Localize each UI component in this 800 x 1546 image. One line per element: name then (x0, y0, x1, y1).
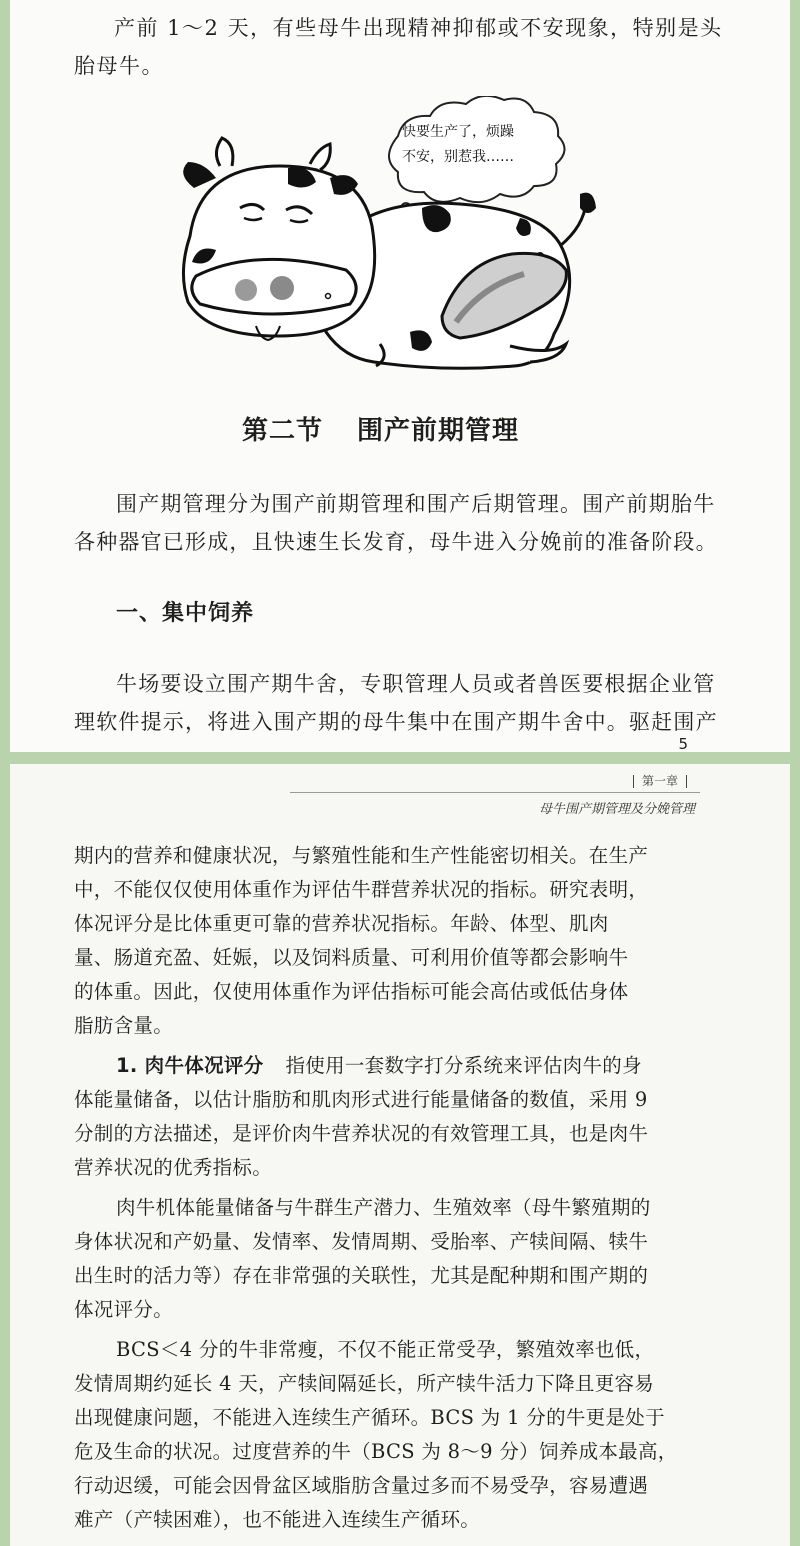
section-title (242, 410, 519, 447)
item1-line-3: 分制的方法描述，是评价肉牛营养状况的有效管理工具，也是肉牛 (74, 1122, 649, 1145)
running-head: 母牛围产期管理及分娩管理 (538, 802, 695, 817)
section-number: 第二节 (242, 416, 324, 446)
subsection-title: 一、集中饲养 (116, 601, 255, 626)
chapter-label: 第一章 (625, 772, 695, 789)
intro-line-2: 胎母牛。 (74, 54, 164, 78)
para-b-line-2: 身体状况和产奶量、发情率、发情周期、受胎率、产犊间隔、犊牛 (74, 1230, 649, 1253)
item1-label: 1. 肉牛体况评分 (116, 1054, 264, 1077)
para-a-line-5: 的体重。因此，仅使用体重作为评估指标可能会高估或低估身体 (74, 980, 629, 1003)
intro-line-1: 产前 1～2 天，有些母牛出现精神抑郁或不安现象，特别是头 (114, 16, 723, 40)
para-b-line-4: 体况评分。 (74, 1298, 174, 1321)
item1-line-2: 体能量储备，以估计脂肪和肌肉形式进行能量储备的数值，采用 9 (74, 1088, 648, 1111)
cow-illustration (160, 96, 620, 386)
para-a-line-1: 期内的营养和健康状况，与繁殖性能和生产性能密切相关。在生产 (74, 844, 649, 867)
para-b-line-3: 出生时的活力等）存在非常强的关联性，尤其是配种期和围产期的 (74, 1264, 649, 1287)
para1-line-1: 围产期管理分为围产前期管理和围产后期管理。围产前期胎牛 (116, 492, 716, 516)
section-name: 围产前期管理 (357, 416, 520, 446)
para-c-line-1: BCS＜4 分的牛非常瘦，不仅不能正常受孕，繁殖效率也低， (116, 1338, 655, 1361)
speech-line-2: 不安，别惹我…… (402, 149, 514, 165)
para2-line-1: 牛场要设立围产期牛舍，专职管理人员或者兽医要根据企业管 (116, 672, 716, 696)
book-page-top (10, 0, 790, 752)
para2-line-2: 理软件提示，将进入围产期的母牛集中在围产期牛舍中。驱赶围产 (74, 710, 718, 734)
para-b-line-1: 肉牛机体能量储备与牛群生产潜力、生殖效率（母牛繁殖期的 (116, 1196, 651, 1219)
para-c-line-6: 难产（产犊困难），也不能进入连续生产循环。 (74, 1508, 481, 1531)
header-rule (290, 792, 700, 793)
para-a-line-3: 体况评分是比体重更可靠的营养状况指标。年龄、体型、肌肉 (74, 912, 609, 935)
para-c-line-4: 危及生命的状况。过度营养的牛（BCS 为 8～9 分）饲养成本最高， (74, 1440, 678, 1463)
item1-first: 指使用一套数字打分系统来评估肉牛的身 (285, 1054, 642, 1077)
page-number: 5 (678, 735, 688, 752)
para-c-line-2: 发情周期约延长 4 天，产犊间隔延长，所产犊牛活力下降且更容易 (74, 1372, 655, 1395)
para-a-line-2: 中，不能仅仅使用体重作为评估牛群营养状况的指标。研究表明， (74, 878, 649, 901)
para1-line-2: 各种器官已形成，且快速生长发育，母牛进入分娩前的准备阶段。 (74, 530, 718, 554)
para-a-line-6: 脂肪含量。 (74, 1014, 174, 1037)
item1-line-1 (116, 1050, 642, 1078)
item1-line-4: 营养状况的优秀指标。 (74, 1156, 273, 1179)
para-c-line-5: 行动迟缓，可能会因骨盆区域脂肪含量过多而不易受孕，容易遭遇 (74, 1474, 649, 1497)
para-c-line-3: 出现健康问题，不能进入连续生产循环。BCS 为 1 分的牛更是处于 (74, 1406, 665, 1429)
book-page-bottom (10, 764, 790, 1546)
para-a-line-4: 量、肠道充盈、妊娠，以及饲料质量、可利用价值等都会影响牛 (74, 946, 629, 969)
speech-line-1: 快要生产了，烦躁 (402, 124, 514, 140)
